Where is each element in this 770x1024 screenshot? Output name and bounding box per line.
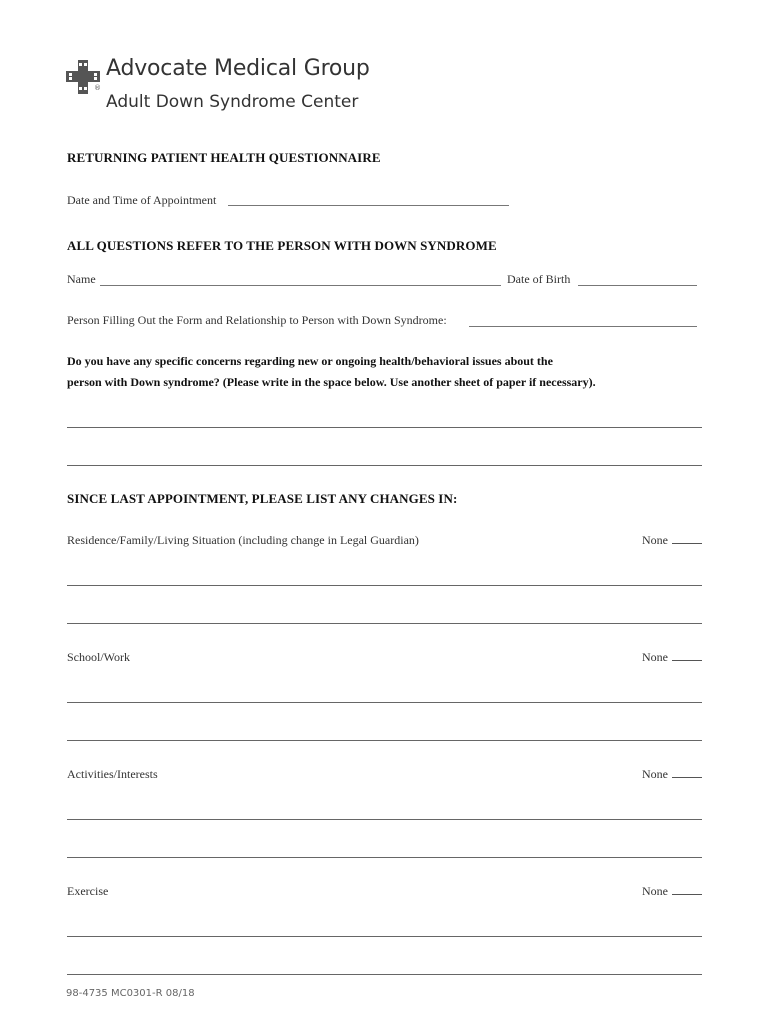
person-filling-field[interactable] [469,326,697,327]
answer-line-school-work[interactable] [67,740,702,741]
none-option-activities[interactable] [642,767,702,782]
answer-line-activities[interactable] [67,857,702,858]
answer-line-activities[interactable] [67,819,702,820]
name-field[interactable] [100,285,501,286]
section-label-exercise: Exercise [67,884,109,898]
name-label: Name [67,272,96,286]
none-option-residence[interactable] [642,533,702,548]
appointment-field[interactable] [228,205,509,206]
form-code-footer: 98-4735 MC0301-R 08/18 [66,988,195,999]
registered-mark: ® [94,84,101,92]
none-blank[interactable] [672,894,702,895]
none-blank[interactable] [672,777,702,778]
form-title: RETURNING PATIENT HEALTH QUESTIONNAIRE [67,150,381,165]
answer-line-school-work[interactable] [67,702,702,703]
none-label: None [642,884,668,898]
dob-label: Date of Birth [507,272,571,286]
section-label-school-work: School/Work [67,650,131,664]
refer-heading: ALL QUESTIONS REFER TO THE PERSON WITH DOWN SYNDROME [67,238,497,253]
dob-field[interactable] [578,285,697,286]
answer-line-exercise[interactable] [67,936,702,937]
concerns-question-line-2: person with Down syndrome? (Please write in the space below. Use another sheet of paper if necessary). [67,375,596,389]
concerns-answer-line[interactable] [67,465,702,466]
org-logo [66,56,386,118]
answer-line-residence[interactable] [67,623,702,624]
none-label: None [642,533,668,547]
none-option-exercise[interactable] [642,884,702,899]
none-blank[interactable] [672,543,702,544]
section-label-activities: Activities/Interests [67,767,158,781]
org-name: Advocate Medical Group [106,56,370,81]
person-filling-label: Person Filling Out the Form and Relationship to Person with Down Syndrome: [67,313,447,327]
answer-line-residence[interactable] [67,585,702,586]
section-label-residence: Residence/Family/Living Situation (including change in Legal Guardian) [67,533,419,547]
changes-heading: SINCE LAST APPOINTMENT, PLEASE LIST ANY CHANGES IN: [67,491,458,506]
appointment-label: Date and Time of Appointment [67,193,217,207]
center-name: Adult Down Syndrome Center [106,92,359,112]
concerns-question-line-1: Do you have any specific concerns regarding new or ongoing health/behavioral issues about the [67,354,553,368]
none-label: None [642,650,668,664]
answer-line-exercise[interactable] [67,974,702,975]
concerns-answer-line[interactable] [67,427,702,428]
none-blank[interactable] [672,660,702,661]
none-option-school-work[interactable] [642,650,702,665]
none-label: None [642,767,668,781]
